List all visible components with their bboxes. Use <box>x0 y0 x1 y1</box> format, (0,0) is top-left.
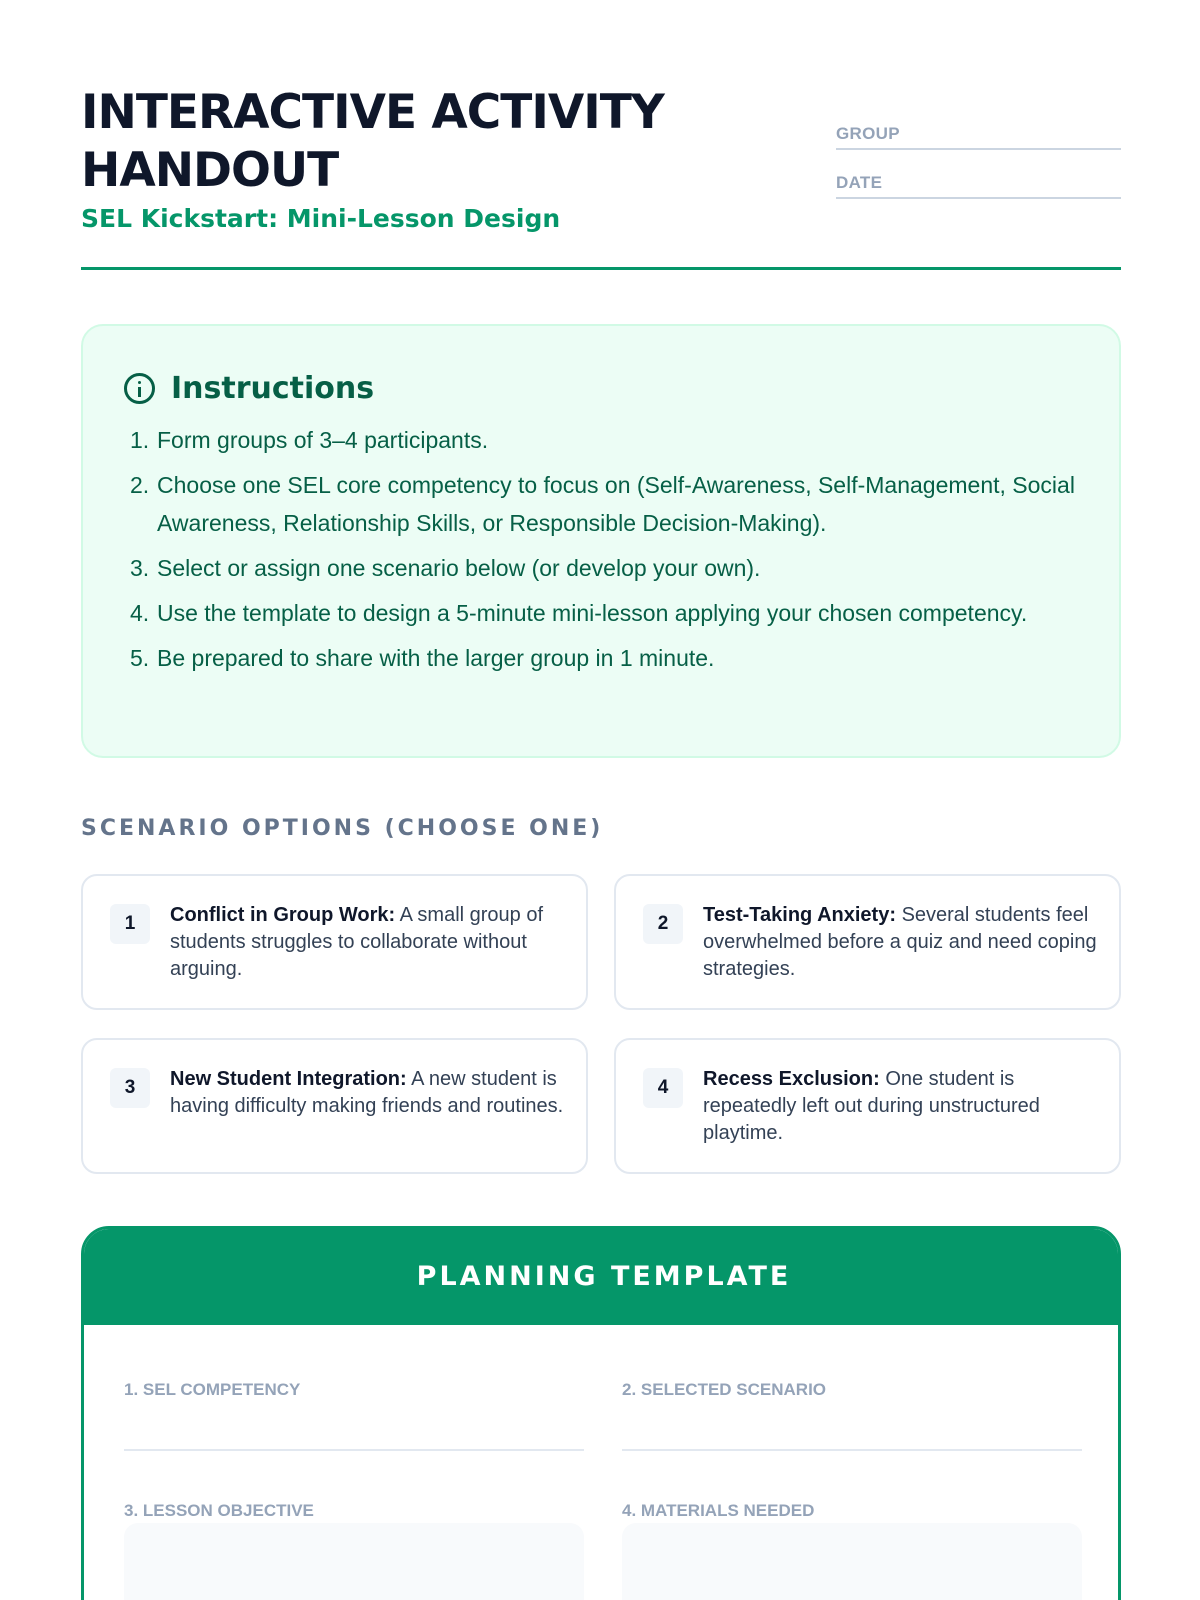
materials-needed-label: 4. MATERIALS NEEDED <box>622 1501 815 1520</box>
scenario-text: Several students feel overwhelmed before a quiz and need coping strategies. <box>703 904 1097 980</box>
scenario-title: Recess Exclusion: <box>703 1068 880 1090</box>
scenario-description <box>703 1066 1099 1147</box>
scenario-text: A small group of students struggles to collaborate without arguing. <box>170 904 544 980</box>
date-label: DATE <box>836 173 883 192</box>
scenario-text: One student is repeatedly left out during unstructured playtime. <box>703 1068 1040 1144</box>
scenario-section-heading: SCENARIO OPTIONS (CHOOSE ONE) <box>81 816 604 841</box>
list-item-number: 3. <box>130 555 150 581</box>
page-title: INTERACTIVE ACTIVITY HANDOUT <box>81 85 664 198</box>
scenario-number-badge: 1 <box>110 904 150 944</box>
group-label: GROUP <box>836 124 900 143</box>
group-field[interactable] <box>836 124 1121 150</box>
scenario-card[interactable] <box>614 874 1121 1010</box>
scenario-description <box>170 902 566 983</box>
info-icon <box>124 373 155 404</box>
scenario-description <box>703 902 1099 983</box>
list-item-text: Be prepared to share with the larger group in 1 minute. <box>157 645 715 671</box>
list-item <box>130 549 1090 587</box>
materials-needed-input[interactable] <box>622 1523 1082 1600</box>
list-item-number: 4. <box>130 600 150 626</box>
scenario-text: A new student is having difficulty making friends and routines. <box>170 1068 564 1117</box>
list-item <box>130 639 1090 677</box>
scenario-title: Conflict in Group Work: <box>170 904 396 926</box>
date-field[interactable] <box>836 173 1121 199</box>
instructions-title: Instructions <box>171 370 375 406</box>
list-item-number: 1. <box>130 427 150 453</box>
sel-competency-label: 1. SEL COMPETENCY <box>124 1380 301 1399</box>
handout-page <box>81 0 1121 1600</box>
scenario-number-badge: 4 <box>643 1068 683 1108</box>
selected-scenario-label: 2. SELECTED SCENARIO <box>622 1380 827 1399</box>
list-item-text: Use the template to design a 5-minute mini-lesson applying your chosen competency. <box>157 600 1028 626</box>
scenario-description <box>170 1066 566 1120</box>
list-item <box>130 466 1090 542</box>
page-header <box>81 80 1121 270</box>
instructions-list <box>130 421 1090 684</box>
scenario-number-badge: 2 <box>643 904 683 944</box>
instructions-header <box>124 370 374 406</box>
scenario-title: Test-Taking Anxiety: <box>703 904 896 926</box>
planning-template-title: PLANNING TEMPLATE <box>84 1229 1121 1325</box>
scenario-title: New Student Integration: <box>170 1068 407 1090</box>
list-item-text: Select or assign one scenario below (or develop your own). <box>157 555 761 581</box>
scenario-card[interactable] <box>81 874 588 1010</box>
scenario-card[interactable] <box>614 1038 1121 1174</box>
selected-scenario-input[interactable] <box>622 1449 1082 1451</box>
lesson-objective-label: 3. LESSON OBJECTIVE <box>124 1501 314 1520</box>
list-item-text: Form groups of 3–4 participants. <box>157 427 489 453</box>
lesson-objective-input[interactable] <box>124 1523 584 1600</box>
planning-template <box>81 1226 1121 1600</box>
list-item <box>130 594 1090 632</box>
list-item-number: 2. <box>130 472 150 498</box>
list-item-number: 5. <box>130 645 150 671</box>
list-item-text: Choose one SEL core competency to focus on (Self-Awareness, Self-Management, Social Awareness, Relationship Skills, or Responsible Decision-Making). <box>157 472 1075 536</box>
page-subtitle: SEL Kickstart: Mini-Lesson Design <box>81 204 561 233</box>
sel-competency-input[interactable] <box>124 1449 584 1451</box>
list-item <box>130 421 1090 459</box>
scenario-card[interactable] <box>81 1038 588 1174</box>
instructions-panel <box>81 324 1121 758</box>
scenario-number-badge: 3 <box>110 1068 150 1108</box>
